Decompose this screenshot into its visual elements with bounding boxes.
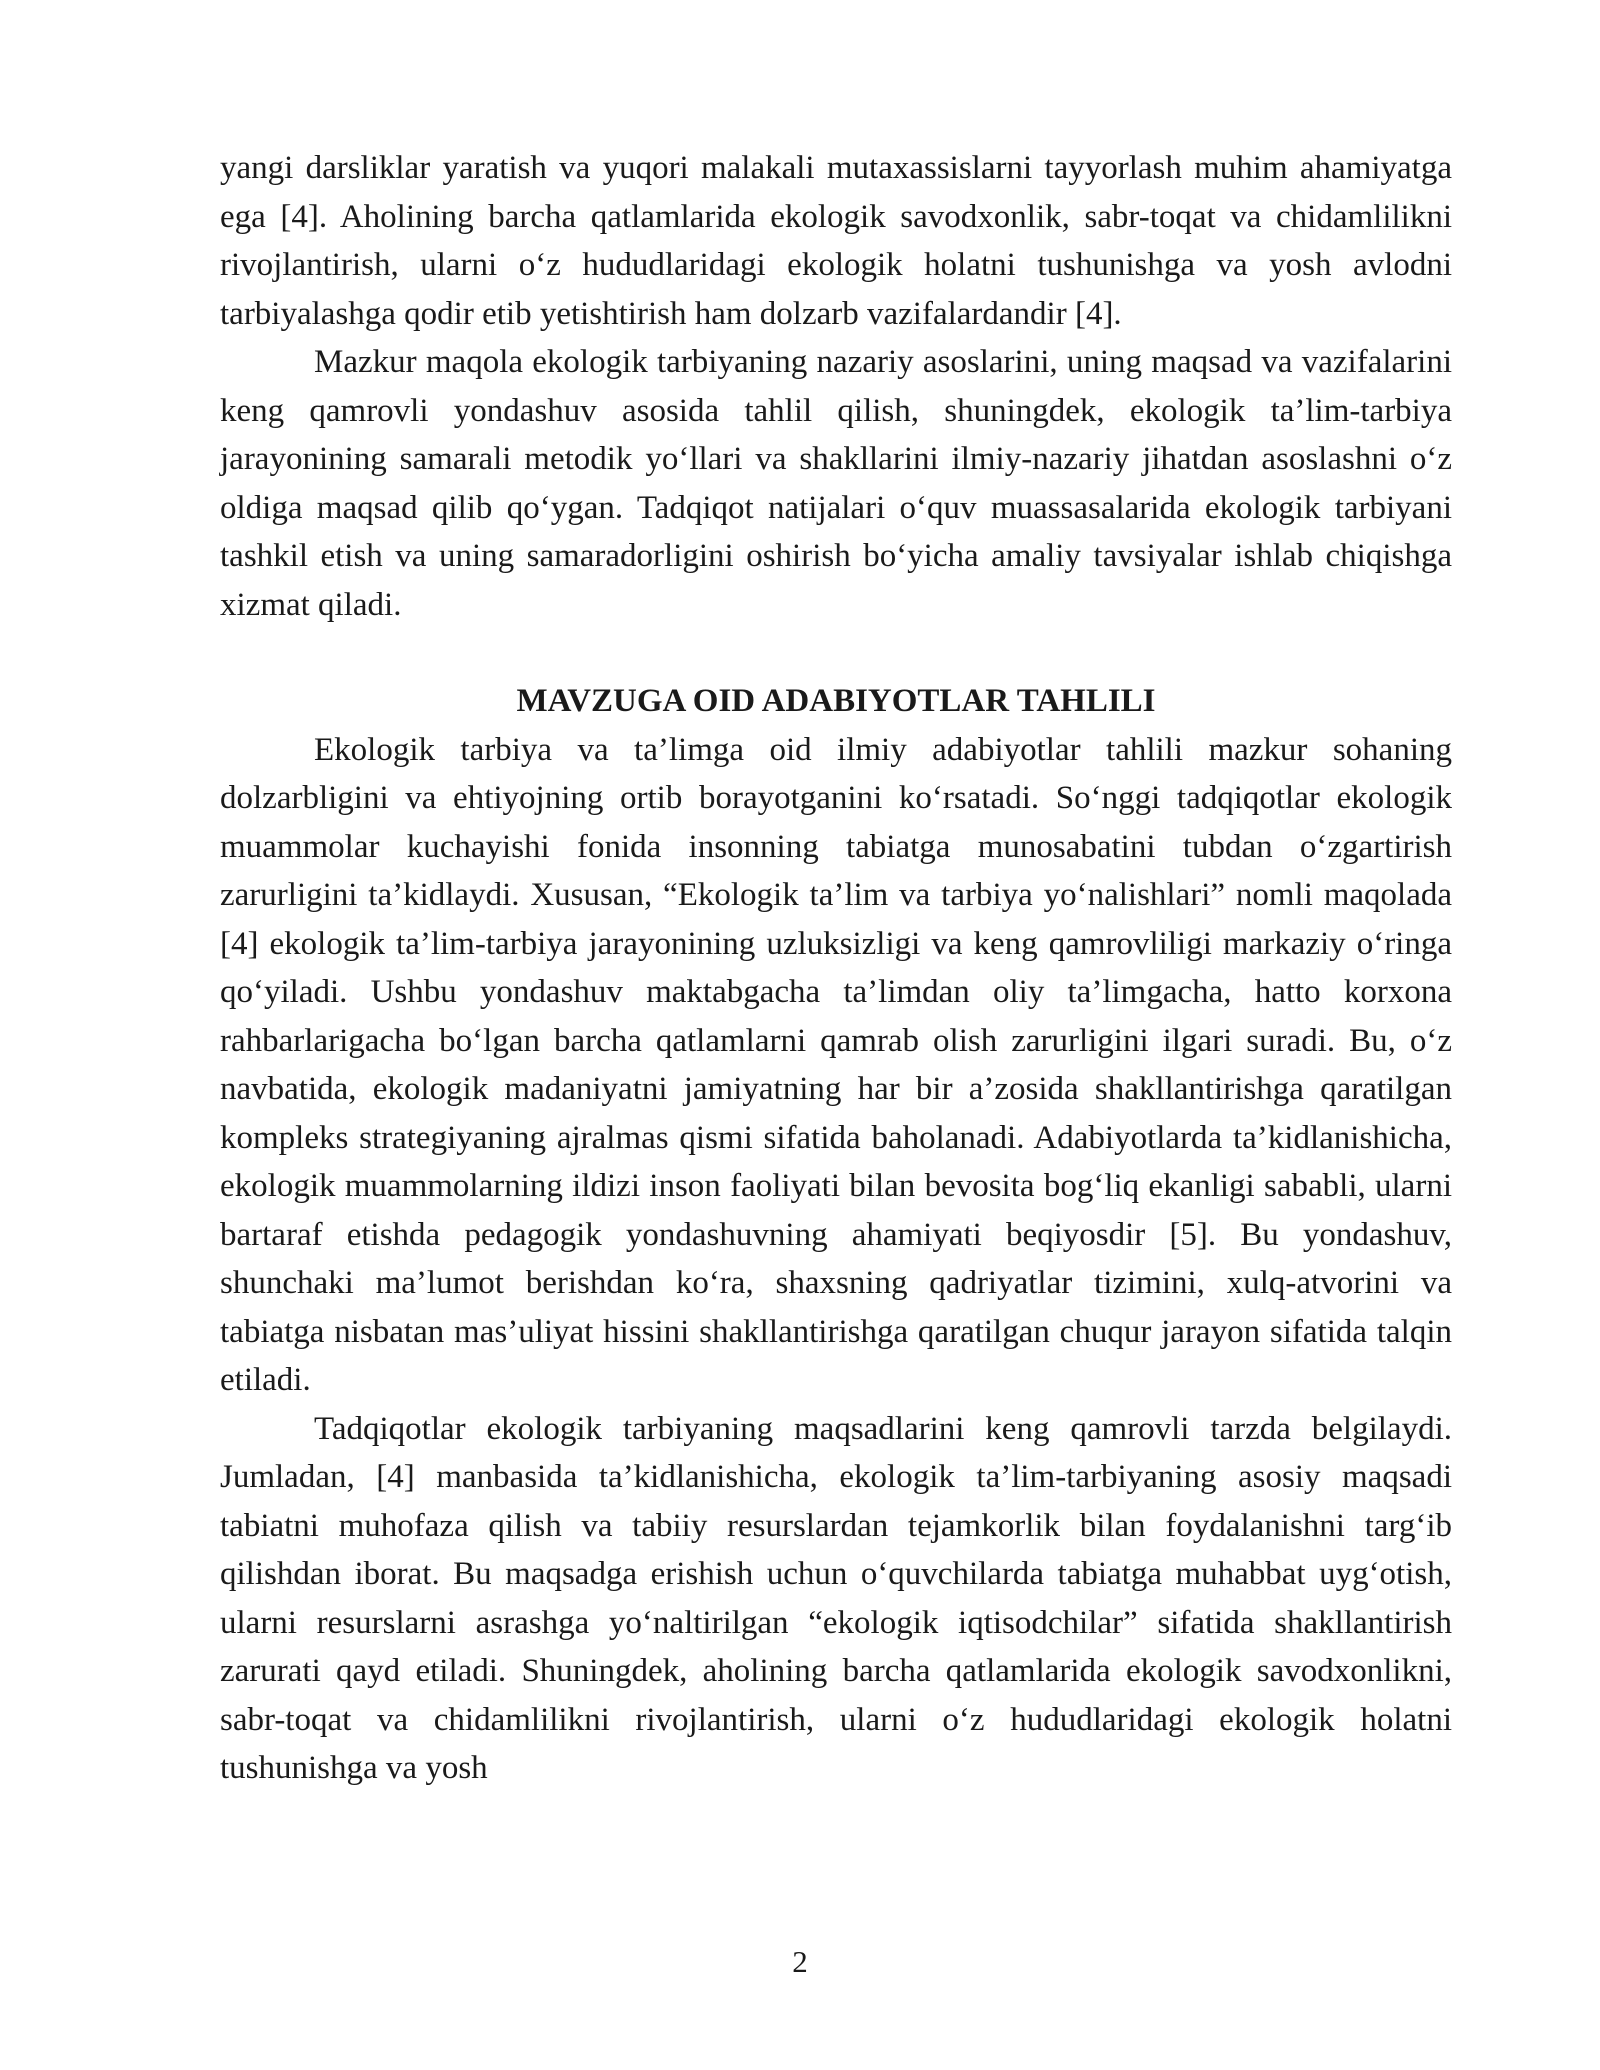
section-heading: MAVZUGA OID ADABIYOTLAR TAHLILI — [516, 683, 1156, 719]
paragraph-literature-review: Ekologik tarbiya va ta’limga oid ilmiy adabiyotlar tahlili mazkur sohaning dolzarbligini va ehtiyojning ortib borayotganini ko‘rsatadi. So‘nggi tadqiqotlar ekologik muammolar kuchayishi fonida insonning tabiatga munosabatini tubdan o‘zgartirish zarurligini ta’kidlaydi. Xususan, “Ekologik ta’lim va tarbiya yo‘nalishlari” nomli maqolada [4] ekologik ta’lim-tarbiya jarayonining uzluksizligi va keng qamrovliligi markaziy o‘ringa qo‘yiladi. Ushbu yondashuv maktabgacha ta’limdan oliy ta’limgacha, hatto korxona rahbarlarigacha bo‘lgan barcha qatlamlarni qamrab olish zarurligini ilgari suradi. Bu, o‘z navbatida, ekologik madaniyatni jamiyatning har bir a’zosida shakllantirishga qaratilgan kompleks strategiyaning ajralmas qismi sifatida baholanadi. Adabiyotlarda ta’kidlanishicha, ekologik muammolarning ildizi inson faoliyati bilan bevosita bog‘liq ekanligi sababli, ularni bartaraf etishda pedagogik yondashuvning ahamiyati beqiyosdir [5]. Bu yondashuv, shunchaki ma’lumot berishdan ko‘ra, shaxsning qadriyatlar tizimini, xulq-atvorini va tabiatga nisbatan mas’uliyat hissini shakllantirishga qaratilgan chuqur jarayon sifatida talqin etiladi. — [220, 731, 1452, 1398]
paragraph-continuation: yangi darsliklar yaratish va yuqori malakali mutaxassislarni tayyorlash muhim ahamiyatga ega [4]. Aholining barcha qatlamlarida ekologik savodxonlik, sabr-toqat va chidamlilikni rivojlantirish, ularni o‘z hududlaridagi ekologik holatni tushunishga va yosh avlodni tarbiyalashga qodir etib yetishtirish ham dolzarb vazifalardandir [4]. — [220, 150, 1452, 332]
page-number: 2 — [792, 1944, 808, 1979]
paragraph-article-aim: Mazkur maqola ekologik tarbiyaning nazariy asoslarini, uning maqsad va vazifalarini keng qamrovli yondashuv asosida tahlil qilish, shuningdek, ekologik ta’lim-tarbiya jarayonining samarali metodik yo‘llari va shakllarini ilmiy-nazariy jihatdan asoslashni o‘z oldiga maqsad qilib qo‘ygan. Tadqiqot natijalari o‘quv muassasalarida ekologik tarbiyani tashkil etish va uning samaradorligini oshirish bo‘yicha amaliy tavsiyalar ishlab chiqishga xizmat qiladi. — [220, 344, 1452, 623]
page-body — [220, 144, 1452, 1793]
paragraph-research-goals: Tadqiqotlar ekologik tarbiyaning maqsadlarini keng qamrovli tarzda belgilaydi. Jumladan, [4] manbasida ta’kidlanishicha, ekologik ta’lim-tarbiyaning asosiy maqsadi tabiatni muhofaza qilish va tabiiy resurslardan tejamkorlik bilan foydalanishni targ‘ib qilishdan iborat. Bu maqsadga erishish uchun o‘quvchilarda tabiatga muhabbat uyg‘otish, ularni resurslarni asrashga yo‘naltirilgan “ekologik iqtisodchilar” sifatida shakllantirish zarurati qayd etiladi. Shuningdek, aholining barcha qatlamlarida ekologik savodxonlikni, sabr-toqat va chidamlilikni rivojlantirish, ularni o‘z hududlaridagi ekologik holatni tushunishga va yosh — [220, 1410, 1452, 1786]
